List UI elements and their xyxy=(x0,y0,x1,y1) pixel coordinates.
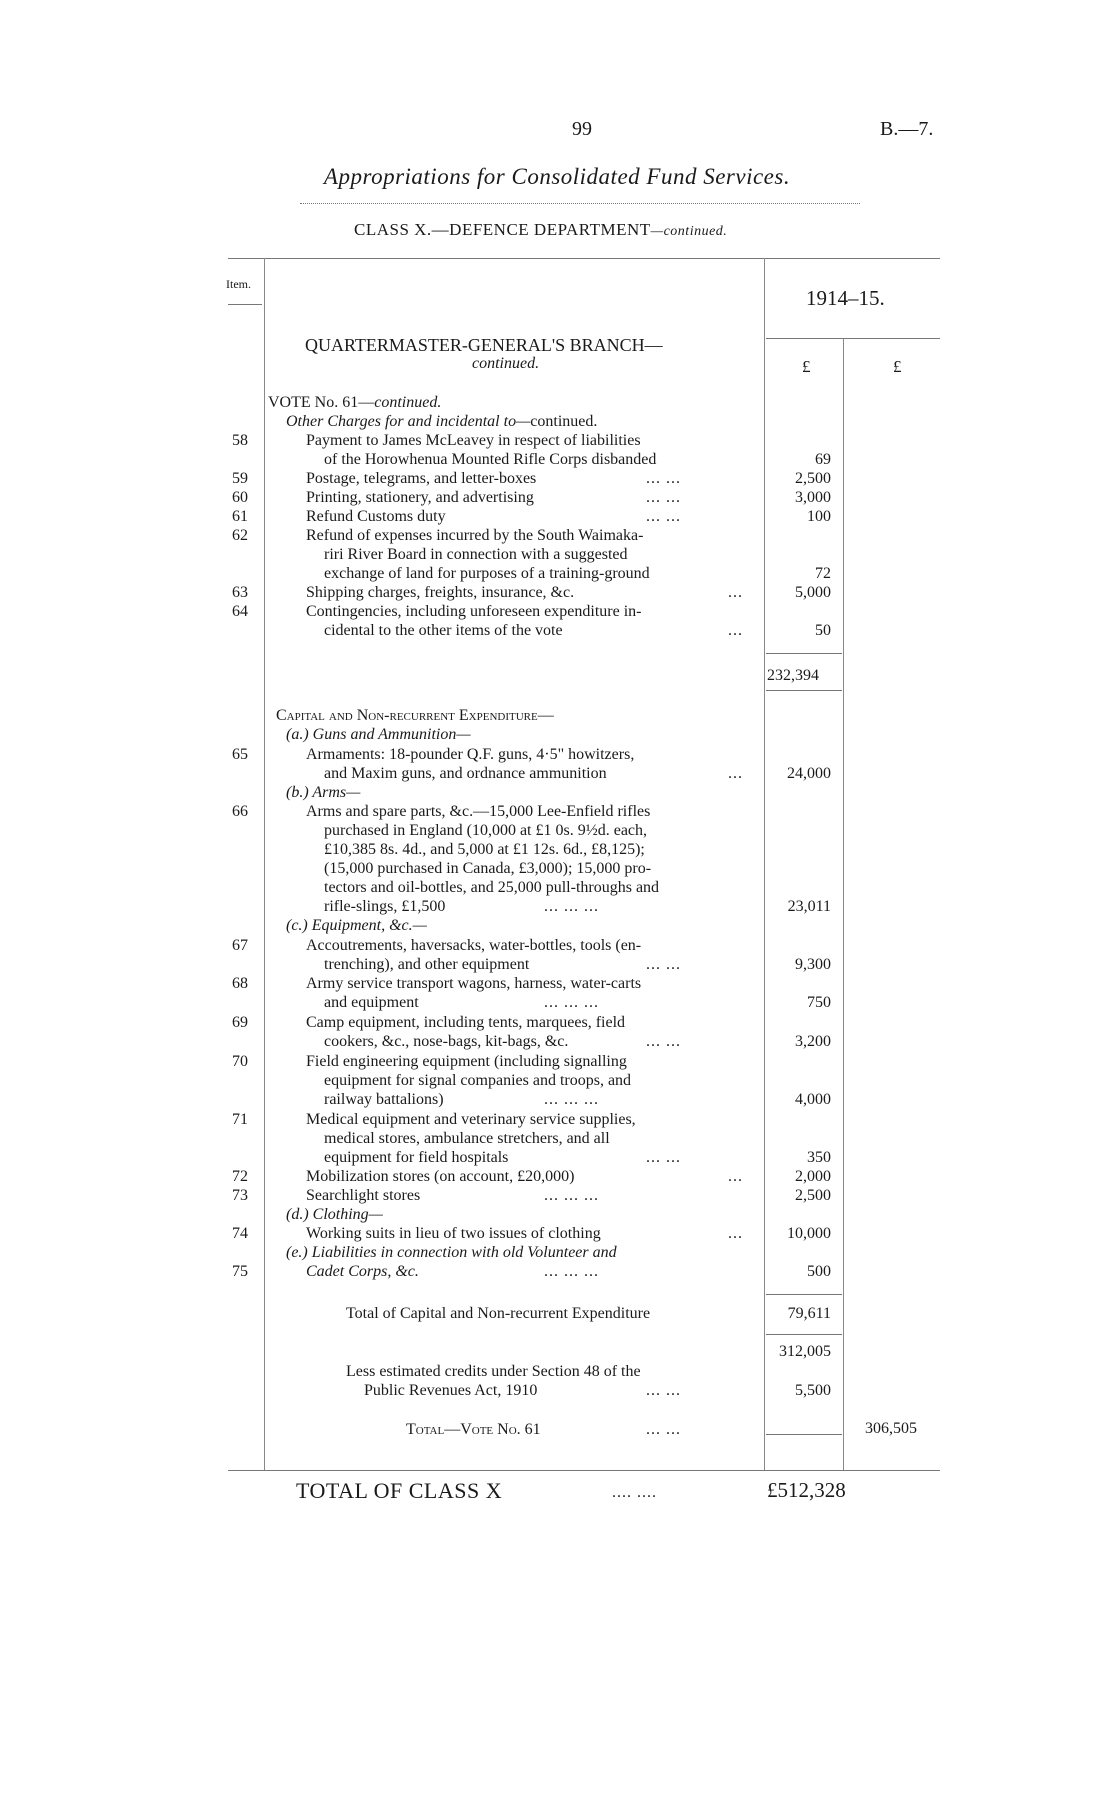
guns-heading-row xyxy=(0,725,1114,744)
table-row xyxy=(0,897,1114,916)
item-description: Army service transport wagons, harness, water-carts xyxy=(306,975,642,992)
table-row xyxy=(0,1186,1114,1205)
item-description: equipment for signal companies and troops, and xyxy=(324,1072,632,1089)
class-title xyxy=(354,220,727,240)
table-row xyxy=(0,450,1114,469)
table-row xyxy=(0,564,1114,583)
item-description: trenching), and other equipment xyxy=(324,956,530,973)
table-row xyxy=(0,1032,1114,1051)
item-number: 64 xyxy=(232,603,248,620)
item-number: 59 xyxy=(232,470,248,487)
page-number: 99 xyxy=(572,118,592,140)
dot-leader: ... xyxy=(728,1168,743,1185)
table-row xyxy=(0,802,1114,821)
table-row xyxy=(0,745,1114,764)
item-number: 73 xyxy=(232,1187,248,1204)
vote-line xyxy=(0,393,1114,412)
dot-leader: ... ... xyxy=(646,956,681,973)
table-row xyxy=(0,955,1114,974)
table-row xyxy=(0,1110,1114,1129)
item-description: Payment to James McLeavey in respect of liabilities xyxy=(306,432,641,449)
item-amount: 24,000 xyxy=(787,765,831,782)
less-credits-label: Public Revenues Act, 1910 xyxy=(364,1382,538,1399)
capital-total-label: Total of Capital and Non-recurrent Expenditure xyxy=(346,1305,651,1322)
item-amount: 72 xyxy=(815,565,831,582)
vote-total-amount: 306,505 xyxy=(865,1420,917,1437)
table-row xyxy=(0,526,1114,545)
arms-heading-row xyxy=(0,783,1114,802)
item-amount: 3,000 xyxy=(795,489,831,506)
item-number: 68 xyxy=(232,975,248,992)
item-amount: 750 xyxy=(807,994,831,1011)
table-row xyxy=(0,431,1114,450)
item-description: Postage, telegrams, and letter-boxes xyxy=(306,470,537,487)
item-number: 65 xyxy=(232,746,248,763)
item-description: Armaments: 18-pounder Q.F. guns, 4·5" howitzers, xyxy=(306,746,635,763)
capital-total-row xyxy=(0,1304,1114,1323)
less-credits-row xyxy=(0,1381,1114,1400)
dot-leader: ... ... xyxy=(646,1149,681,1166)
dot-leader: ... ... ... xyxy=(544,1091,599,1108)
clothing-heading-row xyxy=(0,1205,1114,1224)
dot-leader: ... ... ... xyxy=(544,994,599,1011)
table-row xyxy=(0,1167,1114,1186)
item-description: cidental to the other items of the vote xyxy=(324,622,563,639)
gross-rule xyxy=(766,1334,842,1335)
item-amount: 10,000 xyxy=(787,1225,831,1242)
liabilities-heading-row xyxy=(0,1243,1114,1262)
item-number: 67 xyxy=(232,937,248,954)
table-row xyxy=(0,764,1114,783)
item-description: Cadet Corps, &c. xyxy=(306,1263,419,1280)
item-number: 70 xyxy=(232,1053,248,1070)
gross-row xyxy=(0,1342,1114,1361)
table-row xyxy=(0,1148,1114,1167)
item-description: Field engineering equipment (including signalling xyxy=(306,1053,627,1070)
item-amount: 500 xyxy=(807,1263,831,1280)
arms-heading: (b.) Arms— xyxy=(286,784,361,801)
table-row xyxy=(0,878,1114,897)
table-row xyxy=(0,1071,1114,1090)
item-amount: 3,200 xyxy=(795,1033,831,1050)
table-row xyxy=(0,488,1114,507)
item-description: Camp equipment, including tents, marquees, field xyxy=(306,1014,626,1031)
year-header-rule xyxy=(766,338,940,339)
item-description: Mobilization stores (on account, £20,000) xyxy=(306,1168,575,1185)
item-description: railway battalions) xyxy=(324,1091,444,1108)
dot-leader: ... ... xyxy=(646,1382,681,1399)
class-title-suffix: —continued. xyxy=(650,224,728,239)
item-amount: 50 xyxy=(815,622,831,639)
item-amount: 23,011 xyxy=(787,898,831,915)
item-description: and equipment xyxy=(324,994,419,1011)
clothing-heading: (d.) Clothing— xyxy=(286,1206,383,1223)
item-description: equipment for field hospitals xyxy=(324,1149,509,1166)
table-row xyxy=(0,469,1114,488)
gross-amount: 312,005 xyxy=(779,1343,831,1360)
dot-leader: ... xyxy=(728,765,743,782)
capital-heading-row xyxy=(0,706,1114,725)
item-number: 72 xyxy=(232,1168,248,1185)
item-description: Searchlight stores xyxy=(306,1187,421,1204)
item-description: Working suits in lieu of two issues of clothing xyxy=(306,1225,601,1242)
class-total-amount: £512,328 xyxy=(767,1478,846,1502)
item-number: 61 xyxy=(232,508,248,525)
item-description: (15,000 purchased in Canada, £3,000); 15,000 pro- xyxy=(324,860,652,877)
dot-leader: ... ... xyxy=(646,489,681,506)
dot-leader: ... ... xyxy=(646,470,681,487)
item-description: £10,385 8s. 4d., and 5,000 at £1 12s. 6d., £8,125); xyxy=(324,841,645,858)
table-row xyxy=(0,974,1114,993)
item-amount: 2,000 xyxy=(795,1168,831,1185)
item-number: 74 xyxy=(232,1225,248,1242)
item-description: Contingencies, including unforeseen expenditure in- xyxy=(306,603,642,620)
item-description: Shipping charges, freights, insurance, &c. xyxy=(306,584,575,601)
item-amount: 9,300 xyxy=(795,956,831,973)
less-credits-amount: 5,500 xyxy=(795,1382,831,1399)
branch-title: QUARTERMASTER-GENERAL'S BRANCH— xyxy=(305,335,663,355)
table-row xyxy=(0,1013,1114,1032)
pound-symbol-amount: £ xyxy=(802,357,811,376)
dot-leader: ... ... xyxy=(646,508,681,525)
table-row xyxy=(0,993,1114,1012)
item-column-header: Item. xyxy=(226,277,251,291)
vote-continued: continued. xyxy=(374,394,442,411)
item-description: medical stores, ambulance stretchers, and all xyxy=(324,1130,610,1147)
item-number: 60 xyxy=(232,489,248,506)
item-description: purchased in England (10,000 at £1 0s. 9½d. each, xyxy=(324,822,648,839)
dot-leader: ... ... ... xyxy=(544,1263,599,1280)
item-number: 58 xyxy=(232,432,248,449)
page-heading: Appropriations for Consolidated Fund Services. xyxy=(323,164,791,189)
equipment-heading: (c.) Equipment, &c.— xyxy=(286,917,427,934)
other-charges-label: Other Charges for and incidental to— xyxy=(286,413,531,430)
table-row xyxy=(0,936,1114,955)
table-row xyxy=(0,821,1114,840)
year-header: 1914–15. xyxy=(806,286,885,310)
item-description: of the Horowhenua Mounted Rifle Corps disbanded xyxy=(324,451,657,468)
liabilities-heading: (e.) Liabilities in connection with old Volunteer and xyxy=(286,1244,617,1261)
table-row xyxy=(0,621,1114,640)
capital-total-rule xyxy=(766,1294,842,1295)
guns-heading: (a.) Guns and Ammunition— xyxy=(286,726,471,743)
item-description: Medical equipment and veterinary service supplies, xyxy=(306,1111,636,1128)
vote-label: VOTE No. 61— xyxy=(268,394,375,411)
item-description: Refund Customs duty xyxy=(306,508,446,525)
dot-leader: ... xyxy=(728,622,743,639)
item-amount: 350 xyxy=(807,1149,831,1166)
table-row xyxy=(0,840,1114,859)
item-number: 75 xyxy=(232,1263,248,1280)
item-amount: 4,000 xyxy=(795,1091,831,1108)
item-header-rule xyxy=(228,304,262,305)
heading-rule xyxy=(300,203,860,204)
item-description: Arms and spare parts, &c.—15,000 Lee-Enfield rifles xyxy=(306,803,651,820)
dot-leader: ... ... xyxy=(646,1421,681,1438)
subtotal-rule xyxy=(766,653,842,654)
other-charges-continued: continued. xyxy=(530,413,598,430)
document-reference: B.—7. xyxy=(880,118,934,140)
subtotal-amount: 232,394 xyxy=(767,667,819,684)
table-row xyxy=(0,1090,1114,1109)
item-amount: 2,500 xyxy=(795,470,831,487)
item-number: 62 xyxy=(232,527,248,544)
table-row xyxy=(0,602,1114,621)
class-total-label: TOTAL OF CLASS X xyxy=(296,1478,503,1503)
subtotal-bottom-rule xyxy=(766,690,842,691)
item-description: and Maxim guns, and ordnance ammunition xyxy=(324,765,607,782)
item-amount: 100 xyxy=(807,508,831,525)
table-row xyxy=(0,1052,1114,1071)
table-top-rule xyxy=(228,258,940,259)
capital-total-amount: 79,611 xyxy=(787,1305,831,1322)
table-row xyxy=(0,507,1114,526)
item-amount: 5,000 xyxy=(795,584,831,601)
capital-heading: Capital and Non-recurrent Expenditure— xyxy=(276,707,554,724)
dot-leader: ... xyxy=(728,584,743,601)
item-description: Printing, stationery, and advertising xyxy=(306,489,534,506)
dot-leader: ... xyxy=(728,1225,743,1242)
class-title-text: CLASS X.—DEFENCE DEPARTMENT xyxy=(354,220,651,239)
dot-leader: ... ... ... xyxy=(544,898,599,915)
item-description: Refund of expenses incurred by the South Waimaka- xyxy=(306,527,644,544)
item-number: 71 xyxy=(232,1111,248,1128)
table-row xyxy=(0,1262,1114,1281)
table-row xyxy=(0,545,1114,564)
item-description: riri River Board in connection with a suggested xyxy=(324,546,628,563)
table-bottom-rule xyxy=(228,1470,940,1471)
less-credits-row xyxy=(0,1362,1114,1381)
item-number: 69 xyxy=(232,1014,248,1031)
item-amount: 69 xyxy=(815,451,831,468)
class-total-leader: .... .... xyxy=(612,1484,657,1501)
item-amount: 2,500 xyxy=(795,1187,831,1204)
less-credits-label: Less estimated credits under Section 48 of the xyxy=(346,1363,641,1380)
table-row xyxy=(0,1129,1114,1148)
branch-continued: continued. xyxy=(472,355,540,372)
dot-leader: ... ... ... xyxy=(544,1187,599,1204)
other-charges-line xyxy=(0,412,1114,431)
item-description: tectors and oil-bottles, and 25,000 pull-throughs and xyxy=(324,879,660,896)
equipment-heading-row xyxy=(0,916,1114,935)
item-number: 63 xyxy=(232,584,248,601)
dot-leader: ... ... xyxy=(646,1033,681,1050)
item-description: exchange of land for purposes of a training-ground xyxy=(324,565,650,582)
table-row xyxy=(0,583,1114,602)
table-row xyxy=(0,859,1114,878)
item-description: rifle-slings, £1,500 xyxy=(324,898,446,915)
pound-symbol-total: £ xyxy=(893,357,902,376)
item-description: cookers, &c., nose-bags, kit-bags, &c. xyxy=(324,1033,569,1050)
table-row xyxy=(0,1224,1114,1243)
vote-total-label: Total—Vote No. 61 xyxy=(406,1421,541,1438)
vote-total-row xyxy=(0,1420,1114,1439)
item-description: Accoutrements, haversacks, water-bottles, tools (en- xyxy=(306,937,642,954)
item-number: 66 xyxy=(232,803,248,820)
